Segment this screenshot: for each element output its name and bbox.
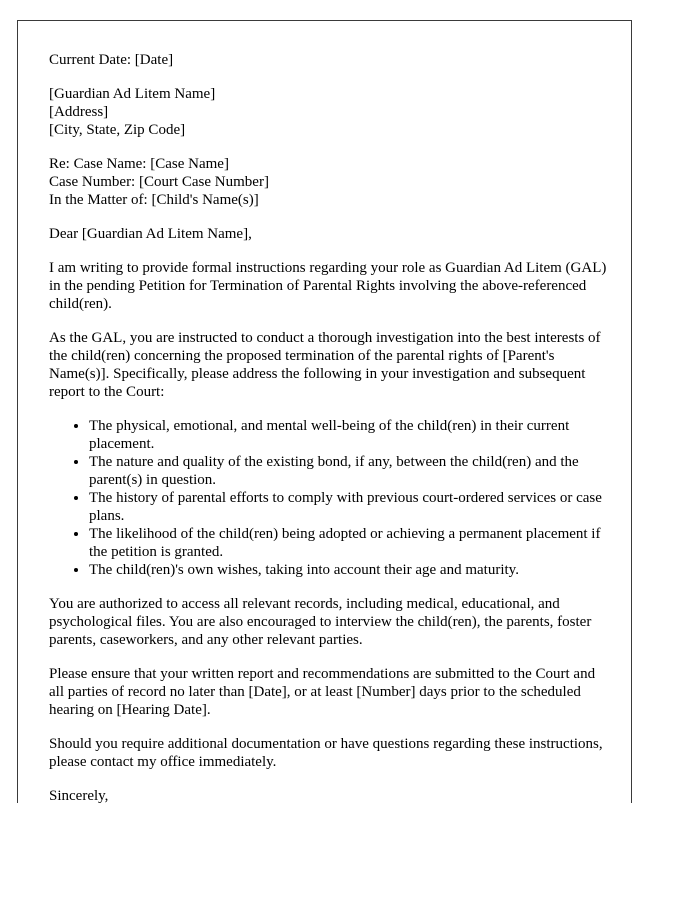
recipient-address: [Address] [49,104,109,120]
list-item: • The history of parental efforts to comply with previous court-ordered services or case plans. [89,489,607,525]
list-item: • The nature and quality of the existing bond, if any, between the child(ren) and the parent(s) in question. [89,453,607,489]
recipient-block [49,85,607,139]
case-number-line: Case Number: [Court Case Number] [49,174,269,190]
case-name-line: Re: Case Name: [Case Name] [49,156,229,172]
case-info-block [49,155,607,209]
date-line: Current Date: [Date] [49,52,174,68]
letter-page [17,20,632,803]
recipient-name: [Guardian Ad Litem Name] [49,86,216,102]
list-item: • The physical, emotional, and mental well-being of the child(ren) in their current placement. [89,417,607,453]
list-item: • The likelihood of the child(ren) being adopted or achieving a permanent placement if the petition is granted. [89,525,607,561]
list-item: • The child(ren)'s own wishes, taking into account their age and maturity. [89,561,607,579]
salutation: Dear [Guardian Ad Litem Name], [49,226,252,242]
recipient-city-state-zip: [City, State, Zip Code] [49,122,186,138]
contact-paragraph: Should you require additional documentation or have questions regarding these instructions, please contact my office immediately. [49,736,603,770]
matter-line: In the Matter of: [Child's Name(s)] [49,192,259,208]
instructions-paragraph: As the GAL, you are instructed to conduct a thorough investigation into the best interests of the child(ren) concerning the proposed termination of the parental rights of [Parent's Name(s)]. Specifically, please address the following in your investigation and subsequent report to the Court: [49,330,601,400]
intro-paragraph: I am writing to provide formal instructions regarding your role as Guardian Ad Litem (GAL) in the pending Petition for Termination of Parental Rights involving the above-referenced child(ren). [49,260,607,312]
authorization-paragraph: You are authorized to access all relevant records, including medical, educational, and psychological files. You are also encouraged to interview the child(ren), the parents, foster parents, caseworkers, and any other relevant parties. [49,596,592,648]
deadline-paragraph: Please ensure that your written report and recommendations are submitted to the Court and all parties of record no later than [Date], or at least [Number] days prior to the scheduled hearing on [Hearing Date]. [49,666,596,718]
closing: Sincerely, [49,788,109,803]
investigation-topics-list [49,417,607,579]
